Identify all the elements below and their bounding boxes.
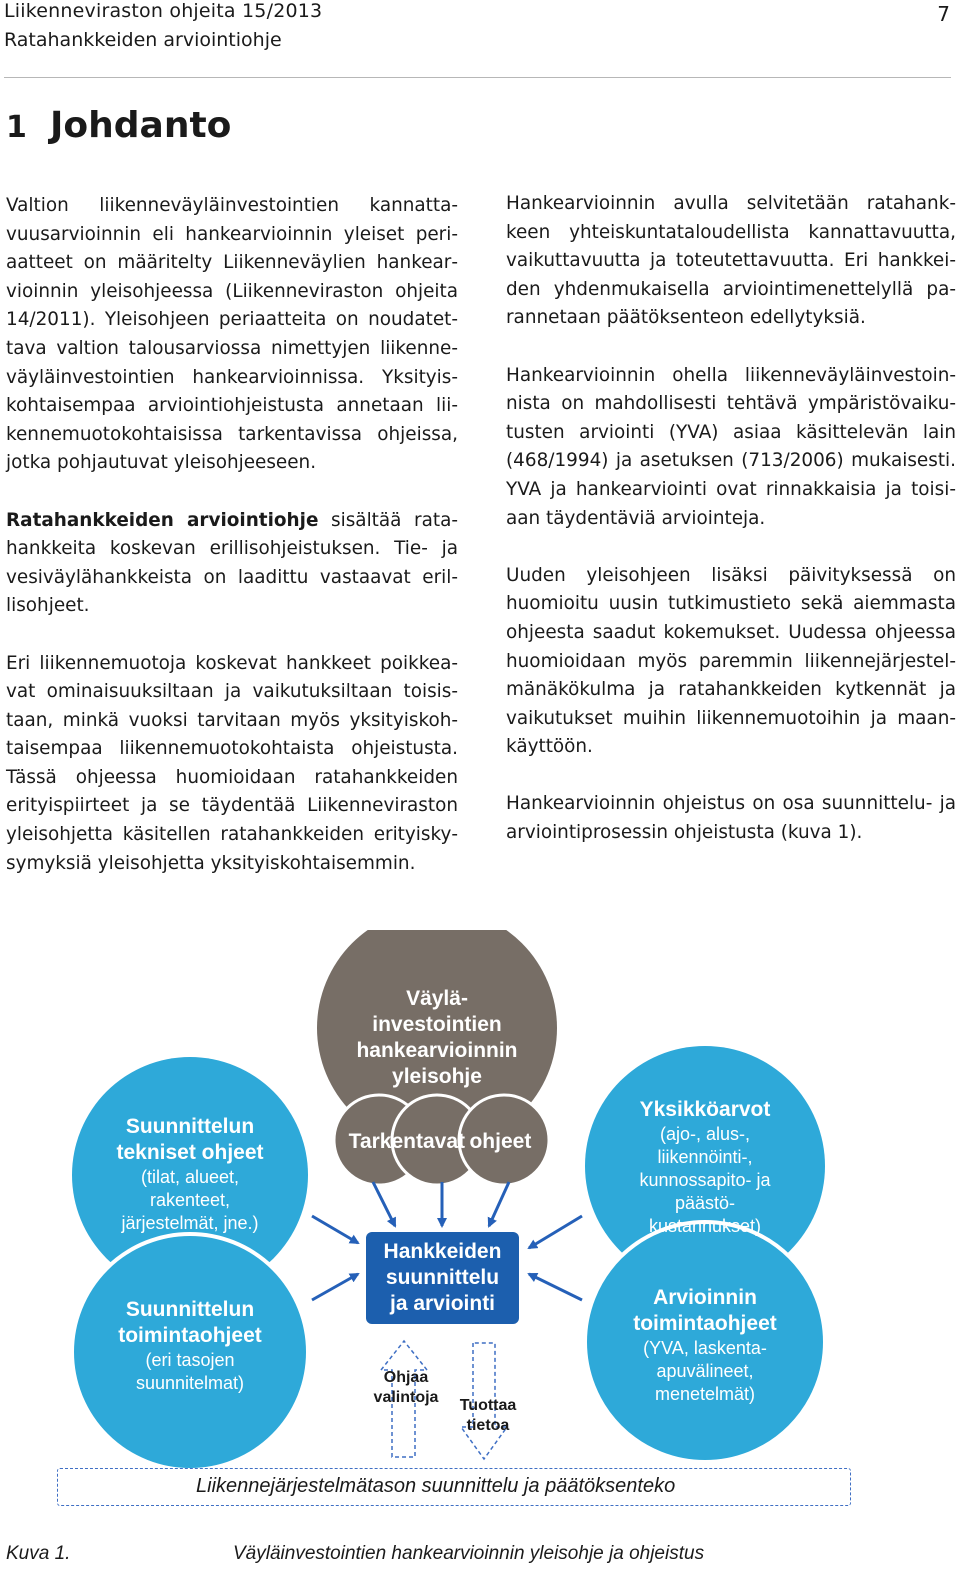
section-heading xyxy=(6,105,231,146)
top-circle-label: Väylä- investointien hankearvioinnin yleisohje xyxy=(356,987,518,1088)
caption-label: Kuva 1. xyxy=(6,1543,71,1564)
left-top-label: Suunnittelun tekniset ohjeet (tilat, alueet, rakenteet, järjestelmät, jne.) xyxy=(116,1115,264,1233)
arrow-from-tarkentavat-left xyxy=(373,1182,395,1226)
arrow-from-right-top xyxy=(529,1216,582,1248)
section-title: Johdanto xyxy=(50,105,232,146)
left-paragraph-2 xyxy=(6,507,458,621)
header-divider xyxy=(4,77,951,78)
arrow-from-right-bottom xyxy=(529,1274,582,1300)
document-title: Ratahankkeiden arviointiohje xyxy=(4,29,282,51)
page-number: 7 xyxy=(937,2,950,26)
left-column xyxy=(6,192,458,907)
figure-diagram xyxy=(0,930,960,1530)
arrow-from-left-top xyxy=(312,1216,358,1243)
right-paragraph-4: Hankearvioinnin ohjeistus on osa suunnittelu- ja arviointiprosessin ohjeistusta (kuva 1). xyxy=(506,793,956,844)
arrow-from-tarkentavat-right xyxy=(489,1182,509,1226)
publication-series: Liikenneviraston ohjeita 15/2013 xyxy=(4,0,323,22)
document-name-bold: Ratahankkeiden arviointiohje xyxy=(6,509,319,531)
caption-text: Väyläinvestointien hankearvioinnin yleisohje ja ohjeistus xyxy=(233,1543,705,1564)
system-level-box xyxy=(57,1468,851,1506)
tarkentavat-label: Tarkentavat ohjeet xyxy=(348,1130,532,1153)
center-box-label: Hankkeiden suunnittelu ja arviointi xyxy=(383,1240,502,1315)
arrow-down-label: Tuottaa tietoa xyxy=(459,1397,517,1434)
left-paragraph-1: Valtion liikenneväyläinvestointien kannattavuusarvioinnin eli hankearvioinnin yleiset periaatteet on määritelty Liikenneväylien hankearvioinnin yleisohjeessa (Liikenneviraston ohjeita 14/2011). Yleisohjeen periaatteita on noudatettava valtion talousarviossa nimettyjen liikenneväyläinvestointien hankearvioinnissa. Yksityiskohtaisempaa arviointiohjeistusta annetaan liikennemuotokohtaisissa tarkentavissa ohjeissa, jotka pohjautuvat yleisohjeeseen. xyxy=(6,195,458,474)
right-column xyxy=(506,190,956,876)
right-paragraph-3: Uuden yleisohjeen lisäksi päivityksessä on huomioitu uusin tutkimustieto sekä aiemmasta ohjeesta saadut kokemukset. Uudessa ohjeessa huomioidaan myös paremmin liikennejärjestelmänäkökulma ja ratahankkeiden kytkennät ja vaikutukset muihin liikennemuotoihin ja maankäyttöön. xyxy=(506,564,956,758)
section-number: 1 xyxy=(6,110,27,145)
right-paragraph-1: Hankearvioinnin avulla selvitetään ratahankkeen yhteiskuntataloudellista kannattavuutta, vaikuttavuutta ja toteutettavuutta. Eri hankkeiden yhdenmukaisella arviointimenettelyllä parannetaan päätöksenteon edellytyksiä. xyxy=(506,193,956,329)
left-paragraph-2-rest: sisältää ratahankkeita koskevan erillisohjeistuksen. Tie- ja vesiväylähankkeista on laadittu vastaavat erillisohjeet. xyxy=(6,509,458,617)
right-paragraph-2: Hankearvioinnin ohella liikenneväyläinvestoinnista on mahdollisesti tehtävä ympäristövaikutusten arviointi (YVA) asiaa käsittelevän lain (468/1994) ja asetuksen (713/2006) mukaisesti. YVA ja hankearviointi ovat rinnakkaisia ja toisiaan täydentäviä arviointeja. xyxy=(506,364,956,529)
right-bottom-label: Arvioinnin toimintaohjeet (YVA, laskenta- apuvälineet, menetelmät) xyxy=(633,1286,777,1404)
system-level-label: Liikennejärjestelmätason suunnittelu ja päätöksenteko xyxy=(196,1475,676,1497)
right-top-label: Yksikköarvot (ajo-, alus-, liikennöinti-, kunnossapito- ja päästö- kustannukset) xyxy=(639,1098,771,1236)
left-paragraph-3: Eri liikennemuotoja koskevat hankkeet poikkeavat ominaisuuksiltaan ja vaikutuksiltaan toisistaan, minkä vuoksi tarvitaan myös yksityiskohtaisempaa liikennemuotokohtaista ohjeistusta. Tässä ohjeessa huomioidaan ratahankkeiden erityispiirteet ja se täydentää Liikenneviraston yleisohjetta käsitellen ratahankkeiden erityiskysymyksiä yleisohjetta yksityiskohtaisemmin. xyxy=(6,652,458,874)
arrow-up-label: Ohjaa valintoja xyxy=(373,1369,439,1406)
arrow-from-left-bottom xyxy=(312,1274,358,1300)
left-bottom-label: Suunnittelun toimintaohjeet (eri tasojen suunnitelmat) xyxy=(118,1298,262,1393)
